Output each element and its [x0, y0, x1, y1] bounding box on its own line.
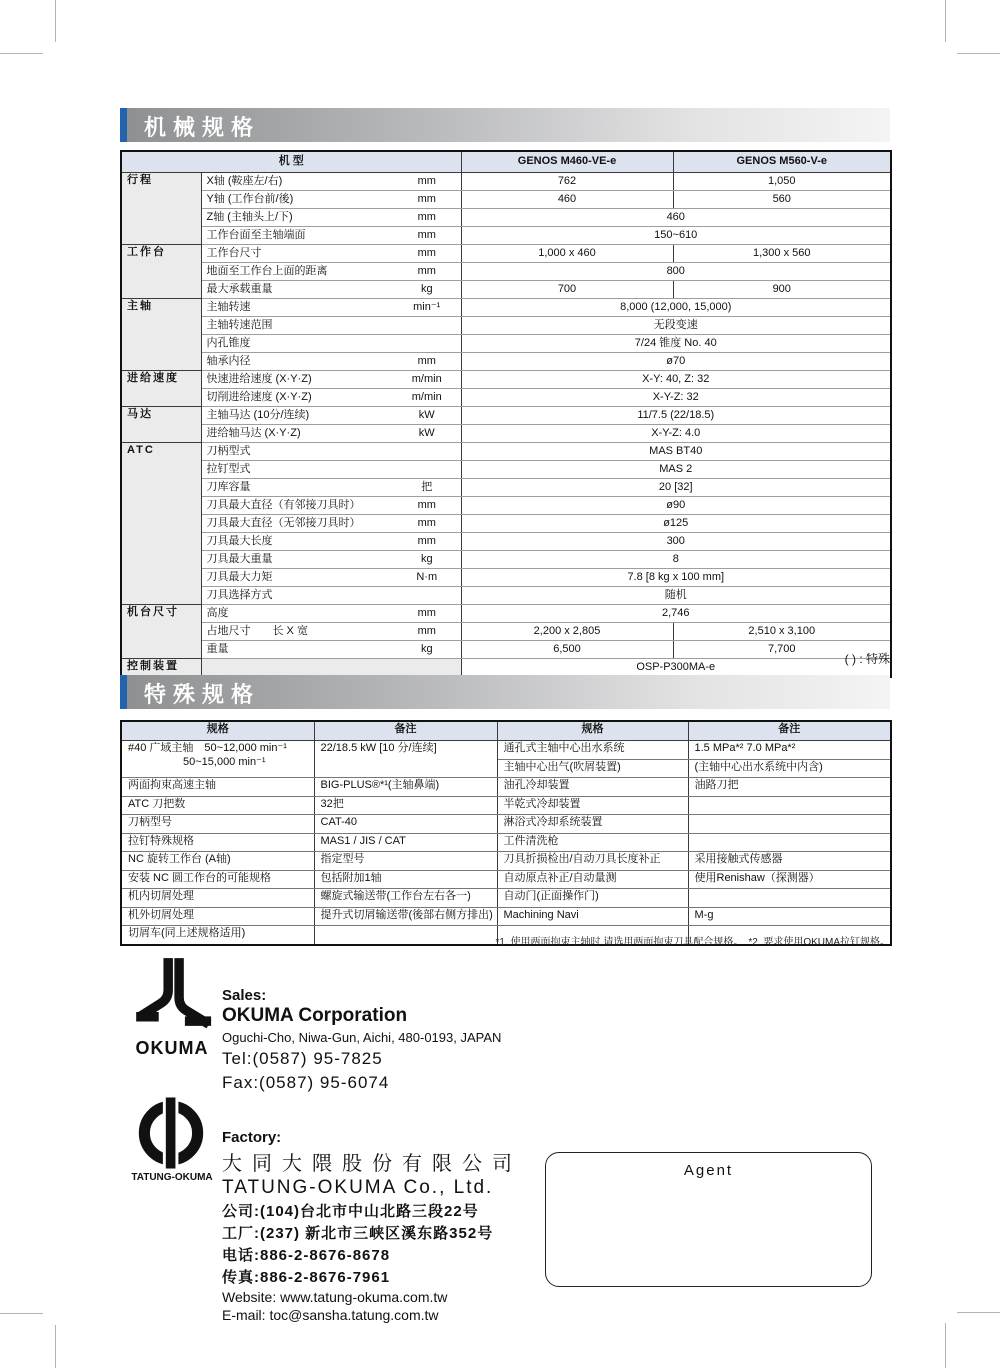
spec-row — [121, 551, 891, 569]
spec-category-cell: 机台尺寸 — [121, 605, 201, 659]
special-spec-cell: 使用Renishaw（探测器） — [688, 870, 891, 889]
spec-value-cell: 2,510 x 3,100 — [673, 623, 891, 641]
spec-row — [121, 533, 891, 551]
spec-unit-cell — [393, 461, 461, 479]
spec-row — [121, 371, 891, 389]
sales-company-name: OKUMA Corporation — [222, 1005, 408, 1026]
spec-value-cell: 700 — [461, 281, 673, 299]
spec-row — [121, 299, 891, 317]
spec-row — [121, 317, 891, 335]
spec-item-cell: 内孔锥度 — [201, 335, 393, 353]
spec-row — [121, 425, 891, 443]
crop-mark-bottom-left-v — [55, 1325, 56, 1368]
spec-value-cell: 20 [32] — [461, 479, 891, 497]
spec-row — [121, 605, 891, 623]
crop-mark-top-right-v — [945, 0, 946, 42]
special-spec-cell: 主轴中心出气(吹屑装置) — [497, 759, 688, 778]
spec-row — [121, 263, 891, 281]
spec-row — [121, 623, 891, 641]
spec-row — [121, 191, 891, 209]
spec-value-cell: 560 — [673, 191, 891, 209]
special-spec-cell: 通孔式主轴中心出水系统 — [497, 741, 688, 760]
special-spec-cell: MAS1 / JIS / CAT — [314, 833, 497, 852]
spec-value-cell: 随机 — [461, 587, 891, 605]
spec-unit-cell: m/min — [393, 389, 461, 407]
spec-row — [121, 281, 891, 299]
spec-value-cell: 900 — [673, 281, 891, 299]
spec-row — [121, 353, 891, 371]
special-spec-cell: 指定型号 — [314, 852, 497, 871]
special-spec-cell: 淋浴式冷却系统装置 — [497, 815, 688, 834]
okuma-logo-icon — [134, 956, 214, 1036]
spec-value-cell: ø70 — [461, 353, 891, 371]
spec-value-cell: OSP-P300MA-e — [461, 659, 891, 678]
crop-mark-top-left-v — [55, 0, 56, 42]
special-spec-cell: 自动原点补正/自动量测 — [497, 870, 688, 889]
special-spec-row — [121, 889, 891, 908]
spec-row — [121, 515, 891, 533]
spec-unit-cell: mm — [393, 533, 461, 551]
special-spec-cell — [688, 833, 891, 852]
special-spec-cell: 刀柄型号 — [121, 815, 314, 834]
spec-unit-cell: mm — [393, 353, 461, 371]
spec-unit-cell — [393, 443, 461, 461]
spec-item-cell: 最大承载重量 — [201, 281, 393, 299]
spec-value-cell: 8 — [461, 551, 891, 569]
spec-item-cell: 占地尺寸 长 X 宽 — [201, 623, 393, 641]
spec-item-cell: 刀柄型式 — [201, 443, 393, 461]
special-table-header-row — [121, 721, 891, 741]
spec-unit-cell: kg — [393, 641, 461, 659]
special-spec-table — [120, 720, 892, 946]
spec-value-cell: 150~610 — [461, 227, 891, 245]
special-spec-cell — [688, 815, 891, 834]
spec-category-cell: ATC — [121, 443, 201, 605]
spec-item-cell: 刀具最大重量 — [201, 551, 393, 569]
spec-row — [121, 569, 891, 587]
sales-telephone: Tel:(0587) 95-7825 — [222, 1049, 383, 1068]
spec-unit-cell: mm — [393, 191, 461, 209]
spec-row — [121, 461, 891, 479]
spec-row — [121, 389, 891, 407]
spec-item-cell: 拉钉型式 — [201, 461, 393, 479]
machine-spec-table — [120, 150, 892, 678]
spec-row — [121, 407, 891, 425]
spec-item-cell: 重量 — [201, 641, 393, 659]
special-spec-cell: 切屑车(同上述规格适用) — [121, 926, 314, 945]
spec-unit-cell: N·m — [393, 569, 461, 587]
special-spec-cell: CAT-40 — [314, 815, 497, 834]
spec-unit-cell: 把 — [393, 479, 461, 497]
spec-unit-cell: mm — [393, 515, 461, 533]
tatung-okuma-logo-icon — [134, 1096, 208, 1170]
factory-website: Website: www.tatung-okuma.com.tw — [222, 1289, 448, 1305]
special-spec-cell: 半乾式冷却装置 — [497, 796, 688, 815]
special-spec-row — [121, 852, 891, 871]
spec-item-cell: 主轴马达 (10分/连续) — [201, 407, 393, 425]
spec-item-cell: 刀具最大直径（无邻接刀具时） — [201, 515, 393, 533]
special-spec-cell — [688, 796, 891, 815]
spec-value-cell: 460 — [461, 209, 891, 227]
special-spec-cell: BIG-PLUS®*¹(主轴鼻端) — [314, 778, 497, 797]
spec-unit-cell — [393, 317, 461, 335]
special-spec-cell: 两面拘束高速主轴 — [121, 778, 314, 797]
spec-unit-cell: mm — [393, 227, 461, 245]
spec-unit-cell: kg — [393, 551, 461, 569]
special-spec-cell: ATC 刀把数 — [121, 796, 314, 815]
cell-line: 50~15,000 min⁻¹ — [183, 755, 266, 768]
spec-value-cell: 2,200 x 2,805 — [461, 623, 673, 641]
spec-unit-cell: kg — [393, 281, 461, 299]
spec-item-cell: 地面至工作台上面的距离 — [201, 263, 393, 281]
special-spec-row — [121, 907, 891, 926]
factory-chinese-name: 大同大隈股份有限公司 — [222, 1153, 522, 1175]
special-spec-cell: 1.5 MPa*² 7.0 MPa*² — [688, 741, 891, 760]
spec-value-cell: 11/7.5 (22/18.5) — [461, 407, 891, 425]
spec-row — [121, 227, 891, 245]
spec-row — [121, 209, 891, 227]
special-spec-row — [121, 778, 891, 797]
crop-mark-bottom-right-h — [957, 1312, 1000, 1313]
spec-item-cell: Y轴 (工作台前/後) — [201, 191, 393, 209]
col-header-spec-1: 规格 — [121, 721, 314, 741]
special-spec-cell: 油孔冷却装置 — [497, 778, 688, 797]
spec-value-cell: 1,000 x 460 — [461, 245, 673, 263]
spec-row — [121, 497, 891, 515]
spec-category-cell: 主轴 — [121, 299, 201, 371]
spec-item-cell: 主轴转速范围 — [201, 317, 393, 335]
spec-row — [121, 245, 891, 263]
spec-unit-cell: m/min — [393, 371, 461, 389]
spec-item-cell: 轴承内径 — [201, 353, 393, 371]
agent-label: Agent — [683, 1162, 734, 1179]
col-header-note-2: 备注 — [688, 721, 891, 741]
section-title: 特殊规格 — [144, 682, 261, 707]
factory-company-address: 公司:(104)台北市中山北路三段22号 — [222, 1203, 479, 1220]
section-title: 机械规格 — [144, 115, 261, 140]
spec-value-cell: 2,746 — [461, 605, 891, 623]
spec-row — [121, 443, 891, 461]
spec-unit-cell: kW — [393, 425, 461, 443]
spec-value-cell: ø90 — [461, 497, 891, 515]
factory-telephone: 电话:886-2-8676-8678 — [222, 1247, 391, 1264]
spec-unit-cell: min⁻¹ — [393, 299, 461, 317]
special-spec-cell: Machining Navi — [497, 907, 688, 926]
spec-item-cell: 刀具选择方式 — [201, 587, 393, 605]
spec-item-cell: 快速进给速度 (X·Y·Z) — [201, 371, 393, 389]
special-spec-cell: 提升式切屑输送带(後部右侧方排出) — [314, 907, 497, 926]
spec-item-cell: 刀具最大长度 — [201, 533, 393, 551]
accent-bar — [120, 675, 127, 709]
spec-unit-cell — [393, 587, 461, 605]
crop-mark-top-right-h — [957, 53, 1000, 54]
spec-unit-cell: mm — [393, 209, 461, 227]
spec-table-header-row — [121, 151, 891, 173]
factory-label: Factory: — [222, 1129, 282, 1146]
spec-unit-cell: mm — [393, 623, 461, 641]
spec-unit-cell: mm — [393, 173, 461, 191]
spec-item-cell: 进给轴马达 (X·Y·Z) — [201, 425, 393, 443]
col-header-spec-2: 规格 — [497, 721, 688, 741]
okuma-logo-wordmark: OKUMA — [135, 1038, 209, 1058]
spec-value-cell: X-Y-Z: 32 — [461, 389, 891, 407]
factory-email: E-mail: toc@sansha.tatung.com.tw — [222, 1307, 439, 1323]
spec-value-cell: 1,300 x 560 — [673, 245, 891, 263]
spec-value-cell: MAS BT40 — [461, 443, 891, 461]
special-spec-cell: 螺旋式输送带(工作台左右各一) — [314, 889, 497, 908]
spec-row — [121, 173, 891, 191]
spec-value-cell: 300 — [461, 533, 891, 551]
special-spec-cell: M-g — [688, 907, 891, 926]
spec-category-cell: 马达 — [121, 407, 201, 443]
spec-value-cell: ø125 — [461, 515, 891, 533]
sales-fax: Fax:(0587) 95-6074 — [222, 1073, 390, 1092]
cell-line: #40 广域主轴 50~12,000 min⁻¹ — [128, 742, 287, 754]
crop-mark-top-left-h — [0, 53, 43, 54]
spec-value-cell: 762 — [461, 173, 673, 191]
model-name-2: GENOS M560-V-e — [673, 151, 891, 173]
special-spec-cell: 22/18.5 kW [10 分/连续] — [314, 741, 497, 778]
accent-bar — [120, 108, 127, 142]
spec-value-cell: 460 — [461, 191, 673, 209]
spec-category-cell: 进给速度 — [121, 371, 201, 407]
special-spec-cell: 刀具折损检出/自动刀具长度补正 — [497, 852, 688, 871]
special-spec-row — [121, 833, 891, 852]
spec-item-cell: 高度 — [201, 605, 393, 623]
sales-label: Sales: — [222, 987, 267, 1004]
spec-row — [121, 335, 891, 353]
factory-plant-address: 工厂:(237) 新北市三峡区溪东路352号 — [222, 1225, 494, 1242]
special-spec-cell: 机外切屑处理 — [121, 907, 314, 926]
special-spec-cell: 包括附加1轴 — [314, 870, 497, 889]
spec-value-cell: 800 — [461, 263, 891, 281]
footnote: *1. 使用两面拘束主轴时,请选用两面拘束刀具配合规格。 *2. 要求使用OKUMA拉钉规格。 — [495, 937, 890, 948]
spec-item-cell: 主轴转速 — [201, 299, 393, 317]
special-spec-cell: 自动门(正面操作门) — [497, 889, 688, 908]
special-spec-cell: 32把 — [314, 796, 497, 815]
special-spec-row — [121, 815, 891, 834]
spec-value-cell: 7.8 [8 kg x 100 mm] — [461, 569, 891, 587]
special-spec-row — [121, 870, 891, 889]
spec-unit-cell: mm — [393, 605, 461, 623]
sales-block — [222, 987, 501, 1093]
parentheses-note: ( ) : 特殊 — [844, 652, 890, 666]
spec-item-cell: 刀库容量 — [201, 479, 393, 497]
factory-english-name: TATUNG-OKUMA Co., Ltd. — [222, 1177, 494, 1198]
spec-category-cell: 控制装置 — [121, 659, 201, 678]
spec-row — [121, 479, 891, 497]
model-name-1: GENOS M460-VE-e — [461, 151, 673, 173]
spec-unit-cell: mm — [393, 263, 461, 281]
spec-item-cell: 工作台尺寸 — [201, 245, 393, 263]
spec-item-cell: Z轴 (主轴头上/下) — [201, 209, 393, 227]
special-spec-row — [121, 796, 891, 815]
spec-value-cell: 7,700 — [673, 641, 891, 659]
spec-value-cell: X-Y-Z: 4.0 — [461, 425, 891, 443]
sales-address: Oguchi-Cho, Niwa-Gun, Aichi, 480-0193, JAPAN — [222, 1030, 502, 1045]
spec-unit-cell: kW — [393, 407, 461, 425]
special-spec-cell — [121, 741, 314, 778]
spec-value-cell: 8,000 (12,000, 15,000) — [461, 299, 891, 317]
spec-unit-cell: mm — [393, 245, 461, 263]
spec-item-cell: X轴 (鞍座左/右) — [201, 173, 393, 191]
spec-category-cell: 工作台 — [121, 245, 201, 299]
special-spec-cell — [688, 889, 891, 908]
spec-unit-cell: mm — [393, 497, 461, 515]
spec-item-cell: 切削进给速度 (X·Y·Z) — [201, 389, 393, 407]
spec-row — [121, 587, 891, 605]
spec-item-cell: 刀具最大直径（有邻接刀具时） — [201, 497, 393, 515]
spec-value-cell: 1,050 — [673, 173, 891, 191]
crop-mark-bottom-right-v — [945, 1323, 946, 1368]
special-spec-cell: NC 旋转工作台 (A轴) — [121, 852, 314, 871]
special-spec-cell: 工件清洗枪 — [497, 833, 688, 852]
spec-category-cell: 行程 — [121, 173, 201, 245]
spec-value-cell: MAS 2 — [461, 461, 891, 479]
spec-value-cell: 无段变速 — [461, 317, 891, 335]
special-spec-cell: 安装 NC 圆工作台的可能规格 — [121, 870, 314, 889]
special-spec-cell: 机内切屑处理 — [121, 889, 314, 908]
special-spec-cell: 油路刀把 — [688, 778, 891, 797]
spec-unit-cell — [393, 335, 461, 353]
factory-fax: 传真:886-2-8676-7961 — [222, 1269, 391, 1286]
special-spec-cell: 拉钉特殊规格 — [121, 833, 314, 852]
special-spec-row — [121, 741, 891, 760]
section-header-special-specs — [120, 675, 890, 709]
agent-box — [545, 1152, 872, 1287]
spec-value-cell: X-Y: 40, Z: 32 — [461, 371, 891, 389]
spec-value-cell: 6,500 — [461, 641, 673, 659]
factory-block — [222, 1129, 522, 1323]
special-spec-cell: 采用接触式传感器 — [688, 852, 891, 871]
spec-item-cell: 刀具最大力矩 — [201, 569, 393, 587]
special-spec-cell: (主轴中心出水系统中内含) — [688, 759, 891, 778]
tatung-okuma-logo-wordmark: TATUNG-OKUMA — [131, 1172, 213, 1183]
col-header-note-1: 备注 — [314, 721, 497, 741]
spec-item-cell: 工作台面至主轴端面 — [201, 227, 393, 245]
spec-value-cell: 7/24 锥度 No. 40 — [461, 335, 891, 353]
model-header-label: 机 型 — [121, 151, 461, 173]
section-header-machine-specs — [120, 108, 890, 142]
crop-mark-bottom-left-h — [0, 1313, 43, 1314]
